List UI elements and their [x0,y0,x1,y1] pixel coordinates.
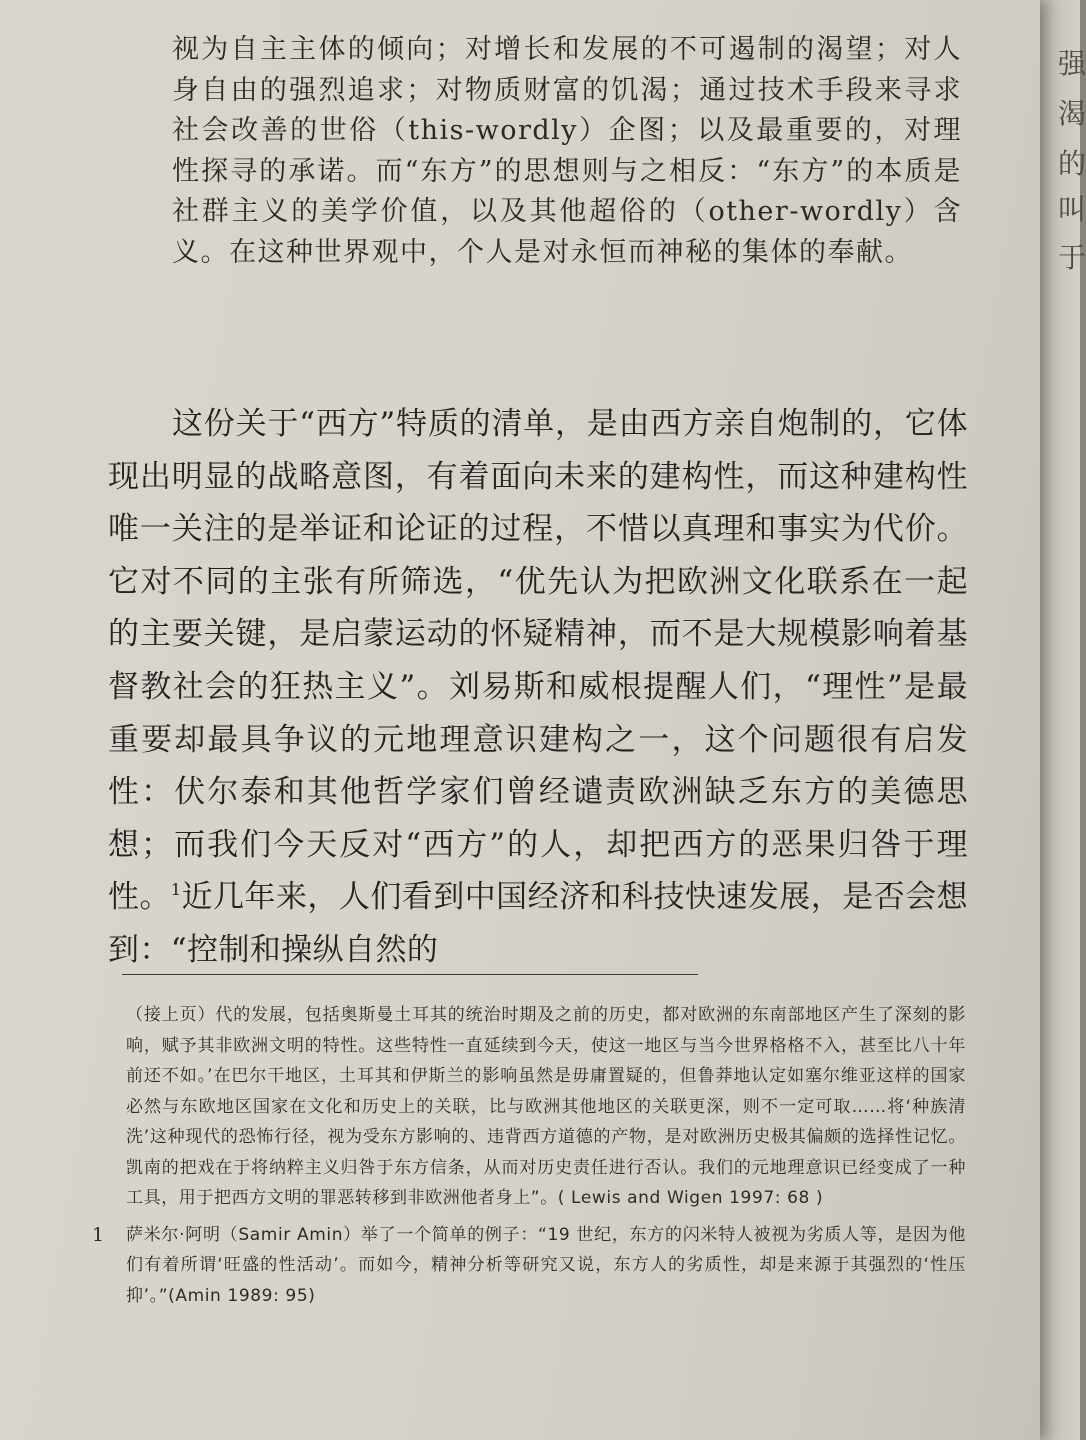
upper-paragraph: 视为自主主体的倾向；对增长和发展的不可遏制的渴望；对人身自由的强烈追求；对物质财富的饥渴；通过技术手段来寻求社会改善的世俗（this-wordly）企图；以及最重要的，对理性探寻的承诺。而“东方”的思想则与之相反：“东方”的本质是社群主义的美学价值，以及其他超俗的（other-wordly）含义。在这种世界观中，个人是对永恒而神秘的集体的奉献。 [172,34,962,268]
main-text-part-1: 这份关于“西方”特质的清单，是由西方亲自炮制的，它体现出明显的战略意图，有着面向未来的建构性，而这种建构性唯一关注的是举证和论证的过程，不惜以真理和事实为代价。它对不同的主张有所筛选，“优先认为把欧洲文化联系在一起的主要关键，是启蒙运动的怀疑精神，而不是大规模影响着基督教社会的狂热主义”。刘易斯和威根提醒人们，“理性”是最重要却最具争议的元地理意识建构之一，这个问题很有启发性：伏尔泰和其他哲学家们曾经谴责欧洲缺乏东方的美德思想；而我们今天反对“西方”的人，却把西方的恶果归咎于理性。 [108,406,968,916]
main-text-part-2: 近几年来，人们看到中国经济和科技快速发展，是否会想到：“控制和操纵自然的 [108,879,968,968]
edge-char: 的 [1058,147,1086,180]
footnote-1-number: 1 [92,1223,105,1246]
main-body-block [108,398,968,977]
edge-char: 强 [1058,47,1086,80]
edge-char: 叫 [1058,193,1086,226]
footnote-divider [122,974,698,975]
edge-char: 渴 [1058,97,1086,130]
footnotes-block [92,1000,966,1311]
footnote-1 [92,1220,966,1312]
footnote-continued: （接上页）代的发展，包括奥斯曼土耳其的统治时期及之前的历史，都对欧洲的东南部地区产生了深刻的影响，赋予其非欧洲文明的特性。这些特性一直延续到今天，使这一地区与当今世界格格不入，甚至比八十年前还不如。’在巴尔干地区，土耳其和伊斯兰的影响虽然是毋庸置疑的，但鲁莽地认定如塞尔维亚这样的国家必然与东欧地区国家在文化和历史上的关联，比与欧洲其他地区的关联更深，则不一定可取……将‘种族清洗’这种现代的恐怖行径，视为受东方影响的、违背西方道德的产物，是对欧洲历史极其偏颇的选择性记忆。凯南的把戏在于将纳粹主义归咎于东方信条，从而对历史责任进行否认。我们的元地理意识已经变成了一种工具，用于把西方文明的罪恶转移到非欧洲他者身上”。( Lewis and Wigen 1997: 68 ) [126,1005,966,1208]
upper-quote-block [172,30,962,273]
edge-char: 于 [1058,241,1086,274]
footnote-reference: 1 [170,880,182,900]
main-paragraph [108,398,968,977]
footnote-1-text: 萨米尔·阿明（Samir Amin）举了一个简单的例子：“19 世纪，东方的闪米特人被视为劣质人等，是因为他们有着所谓‘旺盛的性活动’。而如今，精神分析等研究又说，东方人的劣质性，却是来源于其强烈的‘性压抑’。”(Amin 1989: 95) [126,1224,966,1306]
